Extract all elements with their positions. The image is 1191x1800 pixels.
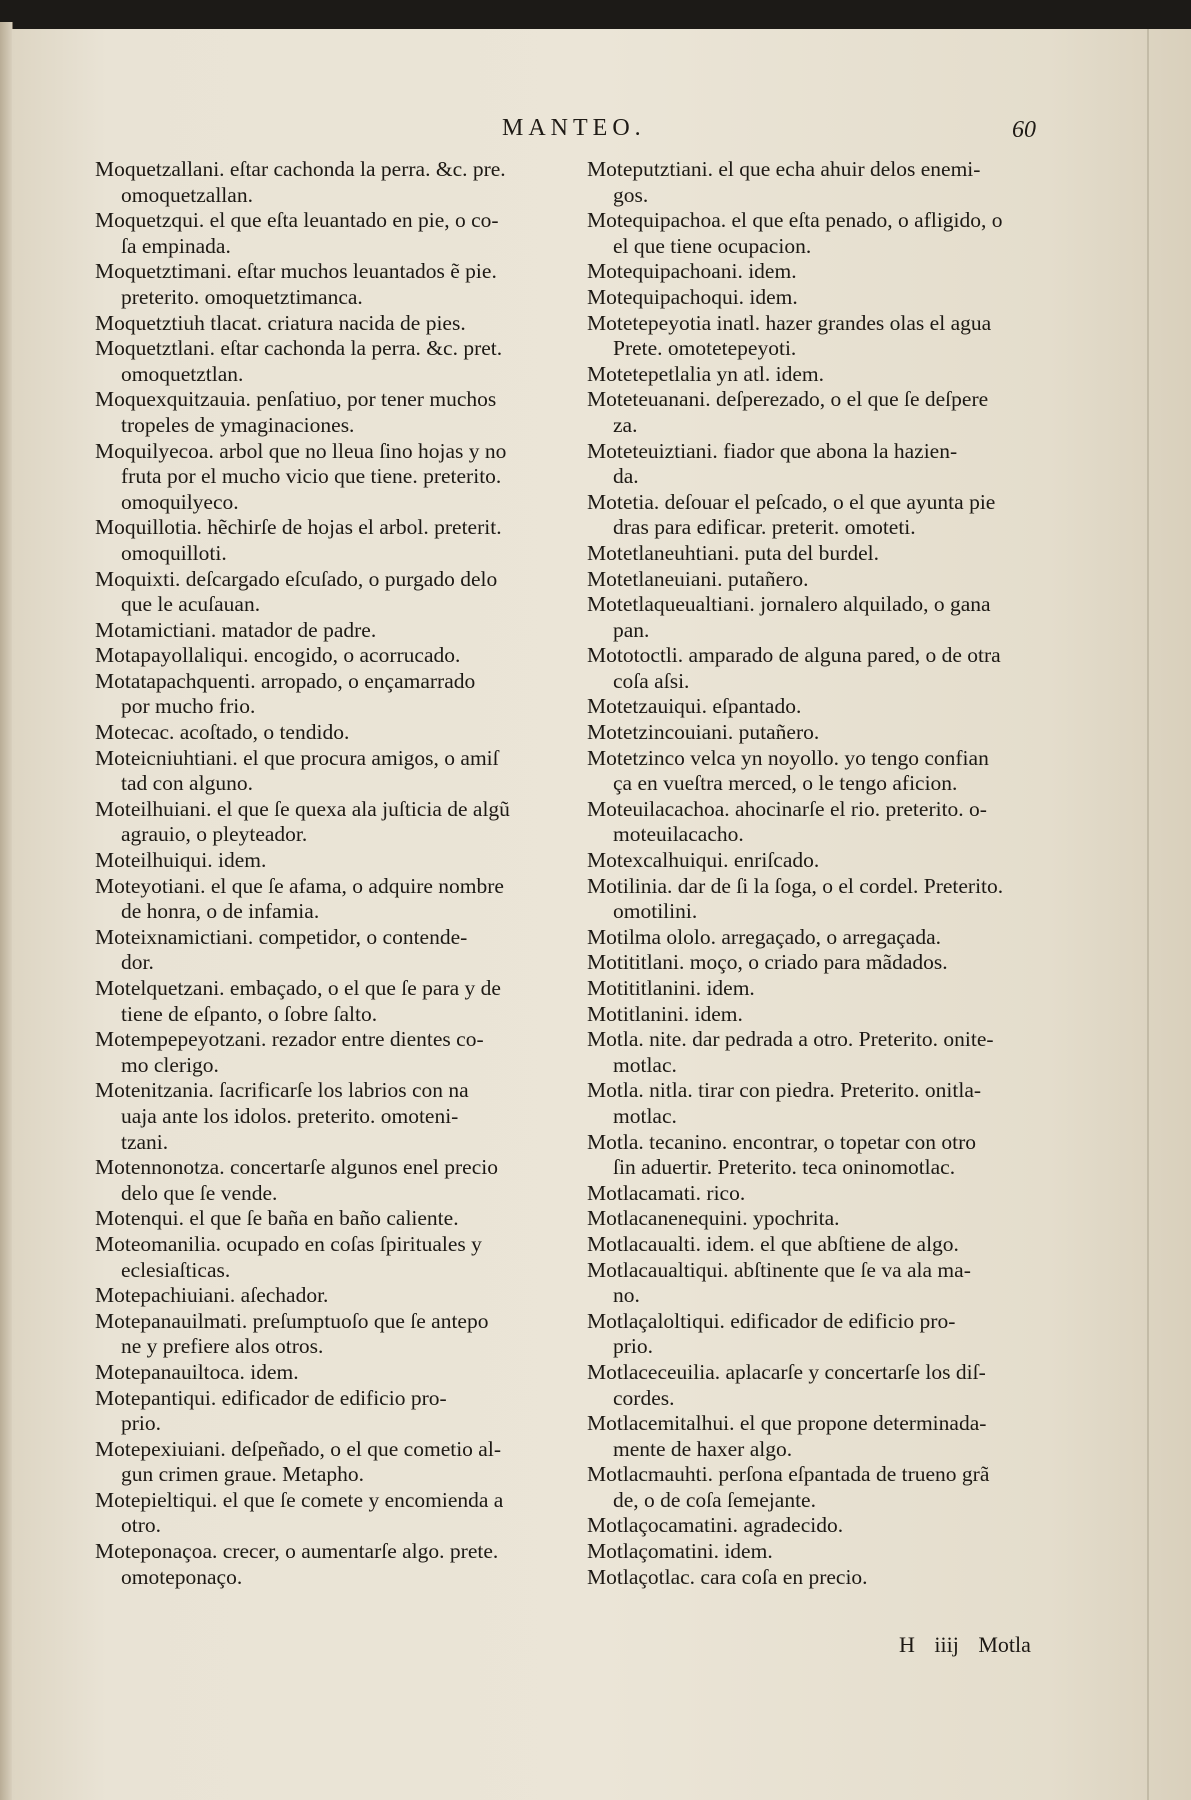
entry-headword-line: Moquetzqui. el que eſta leuantado en pie, o co- (95, 208, 499, 233)
page-number: 60 (1012, 117, 1036, 143)
entry-continuation-line: tiene de eſpanto, o ſobre ſalto. (121, 1001, 378, 1026)
entry-continuation-line: moteuilacacho. (613, 822, 744, 847)
dictionary-entry (95, 1309, 585, 1360)
dictionary-entry (587, 1206, 1107, 1232)
running-head: MANTEO. (502, 115, 646, 141)
dictionary-entry (587, 208, 1107, 259)
entry-headword-line: Motlaçotlac. cara coſa en precio. (587, 1564, 868, 1589)
dictionary-entry (95, 746, 585, 797)
entry-continuation-line: el que tiene ocupacion. (613, 233, 812, 258)
entry-continuation-line: omoquilyeco. (121, 489, 239, 514)
dictionary-entry (587, 1462, 1107, 1513)
dictionary-entry (587, 1513, 1107, 1539)
entry-headword-line: Moquillotia. hẽchirſe de hojas el arbol. preterit. (95, 515, 502, 540)
dictionary-entry (587, 1078, 1107, 1129)
dictionary-entry (95, 1078, 585, 1155)
entry-continuation-line: prio. (613, 1334, 654, 1359)
dictionary-entry (587, 1002, 1107, 1028)
entry-headword-line: Motempepeyotzani. rezador entre dientes co- (95, 1027, 484, 1052)
dictionary-entry (95, 208, 585, 259)
dictionary-entry (95, 874, 585, 925)
entry-continuation-line: za. (613, 412, 638, 437)
page-fold-shadow (1147, 29, 1149, 1800)
dictionary-entry (587, 362, 1107, 388)
dictionary-entry (587, 541, 1107, 567)
entry-headword-line: Motepachiuiani. aſechador. (95, 1283, 329, 1308)
entry-continuation-line: ça en vueſtra merced, o le tengo aficion. (613, 771, 958, 796)
dictionary-entry (95, 1437, 585, 1488)
entry-continuation-line: otro. (121, 1513, 162, 1538)
entry-continuation-line: omoteponaço. (121, 1564, 243, 1589)
entry-headword-line: Motetzauiqui. eſpantado. (587, 694, 802, 719)
entry-headword-line: Motlacaualtiqui. abſtinente que ſe va ala ma- (587, 1257, 971, 1282)
entry-continuation-line: que le acuſauan. (121, 592, 261, 617)
entry-continuation-line: dor. (121, 950, 154, 975)
dictionary-entry (587, 592, 1107, 643)
entry-headword-line: Motlaçocamatini. agradecido. (587, 1513, 844, 1538)
entry-continuation-line: ſin aduertir. Preterito. teca oninomotlac. (613, 1155, 956, 1180)
entry-continuation-line: da. (613, 464, 639, 489)
entry-continuation-line: omoquetzallan. (121, 182, 253, 207)
entry-headword-line: Motlaçomatini. idem. (587, 1539, 773, 1564)
dictionary-entry (95, 1206, 585, 1232)
entry-headword-line: Motepexiuiani. deſpeñado, o el que cometio al- (95, 1436, 501, 1461)
entry-headword-line: Motitlanini. idem. (587, 1001, 743, 1026)
dictionary-entry (587, 311, 1107, 362)
entry-continuation-line: eclesiaſticas. (121, 1257, 231, 1282)
entry-headword-line: Motetlaneuhtiani. puta del burdel. (587, 540, 879, 565)
entry-continuation-line: omoquetztlan. (121, 361, 244, 386)
dictionary-entry (587, 285, 1107, 311)
entry-headword-line: Moteyotiani. el que ſe afama, o adquire nombre (95, 873, 504, 898)
dictionary-entry (95, 567, 585, 618)
entry-headword-line: Motetepetlalia yn atl. idem. (587, 361, 825, 386)
entry-headword-line: Motamictiani. matador de padre. (95, 617, 377, 642)
dictionary-entry (587, 567, 1107, 593)
entry-continuation-line: por mucho frio. (121, 694, 256, 719)
dictionary-entry (95, 336, 585, 387)
dictionary-entry (95, 797, 585, 848)
entry-continuation-line: cordes. (613, 1385, 675, 1410)
entry-headword-line: Motilma ololo. arregaçado, o arregaçada. (587, 924, 941, 949)
entry-continuation-line: motlac. (613, 1052, 677, 1077)
entry-headword-line: Motequipachoani. idem. (587, 259, 797, 284)
book-page (12, 29, 1191, 1800)
dictionary-entry (95, 387, 585, 438)
entry-headword-line: Moteputztiani. el que echa ahuir delos enemi- (587, 157, 981, 181)
entry-continuation-line: coſa aſsi. (613, 668, 690, 693)
entry-continuation-line: de honra, o de infamia. (121, 899, 320, 924)
dictionary-entry (95, 848, 585, 874)
entry-continuation-line: uaja ante los idolos. preterito. omoteni- (121, 1103, 459, 1128)
dictionary-entry (95, 1232, 585, 1283)
entry-continuation-line: ſa empinada. (121, 233, 231, 258)
dictionary-entry (95, 157, 585, 208)
entry-headword-line: Motenitzania. ſacrificarſe los labrios con na (95, 1078, 469, 1103)
entry-headword-line: Motlacemitalhui. el que propone determinada- (587, 1411, 987, 1436)
entry-headword-line: Motititlanini. idem. (587, 976, 755, 1000)
entry-continuation-line: tzani. (121, 1129, 169, 1154)
dictionary-entry (587, 925, 1107, 951)
entry-headword-line: Motepieltiqui. el que ſe comete y encomienda a (95, 1487, 504, 1512)
left-column (95, 157, 585, 1590)
dictionary-entry (95, 439, 585, 516)
dictionary-entry (95, 1360, 585, 1386)
right-column (587, 157, 1107, 1590)
entry-headword-line: Moteilhuiani. el que ſe quexa ala juſticia de algũ (95, 796, 510, 821)
entry-continuation-line: agrauio, o pleyteador. (121, 822, 308, 847)
entry-headword-line: Motepantiqui. edificador de edificio pro- (95, 1385, 447, 1410)
entry-headword-line: Motlaceceuilia. aplacarſe y concertarſe los diſ- (587, 1359, 986, 1384)
entry-headword-line: Moteteuiztiani. fiador que abona la hazien- (587, 438, 958, 463)
entry-continuation-line: pan. (613, 617, 650, 642)
dictionary-entry (587, 797, 1107, 848)
dictionary-entry (95, 669, 585, 720)
dictionary-entry (587, 157, 1107, 208)
entry-headword-line: Motequipachoa. el que eſta penado, o afligido, o (587, 208, 1003, 233)
entry-continuation-line: gun crimen graue. Metapho. (121, 1462, 364, 1487)
entry-headword-line: Moquetztlani. eſtar cachonda la perra. &c. pret. (95, 336, 503, 361)
entry-headword-line: Moquilyecoa. arbol que no lleua ſino hojas y no (95, 438, 507, 463)
entry-headword-line: Moquetztiuh tlacat. criatura nacida de pies. (95, 310, 466, 335)
entry-continuation-line: gos. (613, 182, 649, 207)
entry-headword-line: Motetlaqueualtiani. jornalero alquilado, o gana (587, 592, 991, 617)
signature-catchword: H iiij Motla (899, 1632, 1031, 1657)
entry-headword-line: Mototoctli. amparado de alguna pared, o de otra (587, 643, 1001, 668)
entry-headword-line: Motititlani. moço, o criado para mãdados. (587, 950, 948, 975)
entry-headword-line: Moteixnamictiani. competidor, o contende- (95, 924, 468, 949)
entry-continuation-line: preterito. omoquetztimanca. (121, 284, 363, 309)
dictionary-entry (95, 720, 585, 746)
dictionary-entry (95, 311, 585, 337)
entry-headword-line: Moquetztimani. eſtar muchos leuantados ẽ pie. (95, 259, 497, 284)
entry-continuation-line: prio. (121, 1411, 162, 1436)
entry-headword-line: Motla. tecanino. encontrar, o topetar con otro (587, 1129, 976, 1154)
entry-continuation-line: no. (613, 1283, 640, 1308)
entry-headword-line: Motetzincouiani. putañero. (587, 720, 820, 745)
entry-headword-line: Motenqui. el que ſe baña en baño caliente. (95, 1206, 459, 1231)
dictionary-entry (95, 1283, 585, 1309)
entry-headword-line: Motecac. acoſtado, o tendido. (95, 720, 350, 745)
entry-headword-line: Motennonotza. concertarſe algunos enel precio (95, 1155, 498, 1180)
dictionary-entry (587, 1232, 1107, 1258)
dictionary-entry (587, 1360, 1107, 1411)
entry-headword-line: Motla. nite. dar pedrada a otro. Preterito. onite- (587, 1027, 994, 1052)
dictionary-entry (587, 1539, 1107, 1565)
entry-headword-line: Moteponaçoa. crecer, o aumentarſe algo. prete. (95, 1539, 499, 1564)
dictionary-entry (587, 1181, 1107, 1207)
entry-headword-line: Motepanauilmati. preſumptuoſo que ſe antepo (95, 1308, 489, 1333)
entry-headword-line: Moteteuanani. deſperezado, o el que ſe deſpere (587, 387, 989, 412)
entry-headword-line: Motelquetzani. embaçado, o el que ſe para y de (95, 976, 501, 1000)
entry-headword-line: Motetia. deſouar el peſcado, o el que ayunta pie (587, 489, 996, 514)
dictionary-entry (587, 950, 1107, 976)
dictionary-entry (95, 1155, 585, 1206)
dictionary-entry (95, 1539, 585, 1590)
entry-headword-line: Moquixti. deſcargado eſcuſado, o purgado delo (95, 566, 498, 591)
dictionary-entry (587, 259, 1107, 285)
dictionary-entry (95, 515, 585, 566)
dictionary-entry (95, 1386, 585, 1437)
entry-headword-line: Moteuilacachoa. ahocinarſe el rio. preterito. o- (587, 796, 987, 821)
dictionary-entry (587, 1258, 1107, 1309)
entry-headword-line: Motepanauiltoca. idem. (95, 1359, 299, 1384)
entry-headword-line: Moquetzallani. eſtar cachonda la perra. &c. pre. (95, 157, 506, 181)
entry-headword-line: Motilinia. dar de ſi la ſoga, o el cordel. Preterito. (587, 873, 1004, 898)
dictionary-entry (587, 387, 1107, 438)
entry-headword-line: Moquexquitzauia. penſatiuo, por tener muchos (95, 387, 497, 412)
entry-continuation-line: Prete. omotetepeyoti. (613, 336, 797, 361)
dictionary-entry (95, 1488, 585, 1539)
entry-continuation-line: delo que ſe vende. (121, 1180, 278, 1205)
dictionary-entry (95, 618, 585, 644)
entry-headword-line: Motexcalhuiqui. enriſcado. (587, 848, 820, 873)
entry-headword-line: Motlacanenequini. ypochrita. (587, 1206, 840, 1231)
page-header (12, 115, 1191, 145)
entry-headword-line: Motetzinco velca yn noyollo. yo tengo confian (587, 745, 989, 770)
entry-headword-line: Motetepeyotia inatl. hazer grandes olas el agua (587, 310, 992, 335)
entry-headword-line: Moteomanilia. ocupado en coſas ſpirituales y (95, 1231, 482, 1256)
entry-headword-line: Motapayollaliqui. encogido, o acorrucado. (95, 643, 461, 668)
dictionary-entry (95, 643, 585, 669)
dictionary-entry (95, 976, 585, 1027)
entry-headword-line: Moteicniuhtiani. el que procura amigos, o amiſ (95, 745, 499, 770)
dictionary-entry (95, 925, 585, 976)
entry-headword-line: Motlaçaloltiqui. edificador de edificio pro- (587, 1308, 956, 1333)
entry-headword-line: Motla. nitla. tirar con piedra. Preterito. onitla- (587, 1078, 982, 1103)
entry-headword-line: Motequipachoqui. idem. (587, 284, 798, 309)
dictionary-entry (587, 848, 1107, 874)
entry-headword-line: Motlacmauhti. perſona eſpantada de trueno grã (587, 1462, 990, 1487)
entry-continuation-line: omotilini. (613, 899, 698, 924)
dictionary-entry (587, 490, 1107, 541)
entry-continuation-line: tropeles de ymaginaciones. (121, 412, 355, 437)
dictionary-entry (587, 694, 1107, 720)
dictionary-entry (587, 746, 1107, 797)
dictionary-entry (587, 874, 1107, 925)
entry-continuation-line: mo clerigo. (121, 1052, 219, 1077)
entry-headword-line: Motlacaualti. idem. el que abſtiene de algo. (587, 1231, 959, 1256)
entry-continuation-line: mente de haxer algo. (613, 1436, 793, 1461)
entry-continuation-line: dras para edificar. preterit. omoteti. (613, 515, 916, 540)
dictionary-entry (587, 1309, 1107, 1360)
dictionary-entry (587, 720, 1107, 746)
entry-continuation-line: tad con alguno. (121, 771, 253, 796)
entry-continuation-line: motlac. (613, 1103, 677, 1128)
entry-continuation-line: fruta por el mucho vicio que tiene. preterito. (121, 464, 502, 489)
dictionary-entry (587, 1027, 1107, 1078)
dictionary-entry (587, 1411, 1107, 1462)
entry-headword-line: Motatapachquenti. arropado, o ençamarrado (95, 668, 476, 693)
entry-continuation-line: ne y prefiere alos otros. (121, 1334, 324, 1359)
dictionary-entry (587, 976, 1107, 1002)
entry-continuation-line: omoquilloti. (121, 540, 227, 565)
dictionary-entry (587, 1130, 1107, 1181)
entry-continuation-line: de, o de coſa ſemejante. (613, 1487, 816, 1512)
dictionary-entry (587, 1565, 1107, 1591)
dictionary-entry (95, 259, 585, 310)
entry-headword-line: Moteilhuiqui. idem. (95, 848, 267, 873)
entry-headword-line: Motetlaneuiani. putañero. (587, 566, 809, 591)
dictionary-entry (587, 643, 1107, 694)
dictionary-entry (95, 1027, 585, 1078)
entry-headword-line: Motlacamati. rico. (587, 1180, 746, 1205)
dictionary-entry (587, 439, 1107, 490)
